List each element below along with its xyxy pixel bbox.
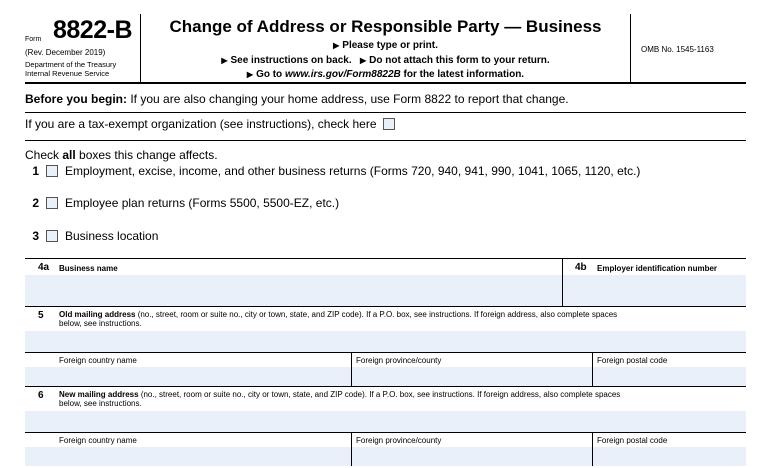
before-label: Before you begin:	[25, 92, 128, 106]
instruction-line-1	[141, 40, 630, 51]
instruction-go-to: Go to	[256, 69, 285, 80]
form-id-block	[25, 14, 141, 84]
option-2-row	[25, 196, 339, 210]
line-5-label-bold: Old mailing address	[59, 310, 136, 319]
department-line-1: Department of the Treasury	[25, 60, 117, 69]
line-6-country-label: Foreign country name	[59, 436, 137, 445]
line-6-label-line2: below, see instructions.	[59, 399, 142, 408]
tax-exempt-checkbox[interactable]	[383, 118, 395, 130]
line-5-label	[59, 310, 739, 328]
arrow-right-icon: ▶	[333, 41, 340, 50]
before-you-begin	[25, 92, 569, 106]
check-all-prefix: Check	[25, 148, 63, 162]
arrow-right-icon: ▶	[246, 70, 254, 79]
tax-exempt-label: If you are a tax-exempt organization (see instructions), check here	[25, 117, 377, 131]
line-6-number: 6	[38, 390, 44, 401]
option-3-label: Business location	[65, 229, 159, 243]
instruction-see-back: See instructions on back.	[230, 55, 352, 66]
line-6-foreign-row	[25, 432, 746, 466]
department-line-2: Internal Revenue Service	[25, 68, 110, 78]
form-title: Change of Address or Responsible Party — Business	[169, 17, 602, 36]
arrow-right-icon: ▶	[221, 56, 228, 65]
line-5-country-label: Foreign country name	[59, 356, 137, 365]
new-address-input[interactable]	[25, 411, 746, 433]
line-5-postal-label: Foreign postal code	[597, 356, 668, 365]
new-foreign-country-input[interactable]	[25, 447, 351, 466]
line-4b-label: Employer identification number	[597, 264, 718, 273]
option-2-label: Employee plan returns (Forms 5500, 5500-EZ, etc.)	[65, 196, 340, 210]
option-3-checkbox[interactable]	[46, 230, 58, 242]
line-6-postal-label: Foreign postal code	[597, 436, 668, 445]
instruction-line-2	[141, 55, 630, 66]
option-1-number: 1	[32, 164, 39, 178]
before-text: If you are also changing your home address, use Form 8822 to report that change.	[127, 92, 569, 106]
instruction-line-3	[141, 69, 630, 80]
form-header	[25, 14, 746, 84]
form-title-block	[141, 14, 631, 84]
line-5-foreign-row	[25, 352, 746, 386]
ein-input[interactable]	[563, 275, 746, 306]
option-2-checkbox[interactable]	[46, 197, 58, 209]
old-foreign-postal-input[interactable]	[593, 367, 746, 387]
option-1-checkbox[interactable]	[46, 165, 58, 177]
instruction-type-print: Please type or print.	[342, 40, 438, 51]
old-address-input[interactable]	[25, 331, 746, 353]
instruction-do-not-attach: Do not attach this form to your return.	[369, 55, 550, 66]
check-all-suffix: boxes this change affects.	[75, 148, 218, 162]
tax-exempt-row	[25, 117, 395, 131]
line-6-label-bold: New mailing address	[59, 390, 139, 399]
form-word: Form	[25, 36, 42, 43]
option-2-number: 2	[32, 196, 39, 210]
line-6-label-rest: (no., street, room or suite no., city or town, state, and ZIP code). If a P.O. box, see instructions. If foreign address, also complete spaces	[138, 390, 621, 399]
line-4-row	[25, 258, 746, 306]
old-foreign-province-input[interactable]	[352, 367, 592, 387]
check-all-bold: all	[62, 148, 76, 162]
line-5-number: 5	[38, 310, 44, 321]
irs-link[interactable]: www.irs.gov/Form8822B	[284, 69, 401, 80]
option-1-label: Employment, excise, income, and other business returns (Forms 720, 940, 941, 990, 1041, 1065, 1120, etc.)	[65, 164, 641, 178]
arrow-right-icon: ▶	[359, 56, 367, 65]
line-4b-number: 4b	[575, 262, 587, 273]
instruction-latest-info: for the latest information.	[400, 69, 525, 80]
omb-block	[631, 14, 746, 84]
line-6-row	[25, 386, 746, 432]
line-6-label	[59, 390, 739, 408]
omb-number: OMB No. 1545-1163	[641, 45, 714, 54]
new-foreign-postal-input[interactable]	[593, 447, 746, 466]
old-foreign-country-input[interactable]	[25, 367, 351, 387]
form-number: 8822-B	[53, 16, 132, 44]
option-1-row	[25, 164, 640, 178]
option-3-number: 3	[32, 229, 39, 243]
business-name-input[interactable]	[25, 275, 562, 306]
line-4a-label: Business name	[59, 264, 118, 273]
divider	[25, 140, 746, 141]
department	[25, 61, 116, 78]
divider	[25, 112, 746, 113]
new-foreign-province-input[interactable]	[352, 447, 592, 466]
line-5-label-line2: below, see instructions.	[59, 319, 142, 328]
check-all-instruction	[25, 148, 218, 162]
line-5-province-label: Foreign province/county	[356, 356, 442, 365]
revision-date: (Rev. December 2019)	[25, 48, 106, 57]
line-6-province-label: Foreign province/county	[356, 436, 442, 445]
line-5-label-rest: (no., street, room or suite no., city or town, state, and ZIP code). If a P.O. box, see instructions. If foreign address, also complete spaces	[135, 310, 618, 319]
line-5-row	[25, 306, 746, 352]
line-4a-number: 4a	[38, 262, 50, 273]
option-3-row	[25, 229, 158, 243]
